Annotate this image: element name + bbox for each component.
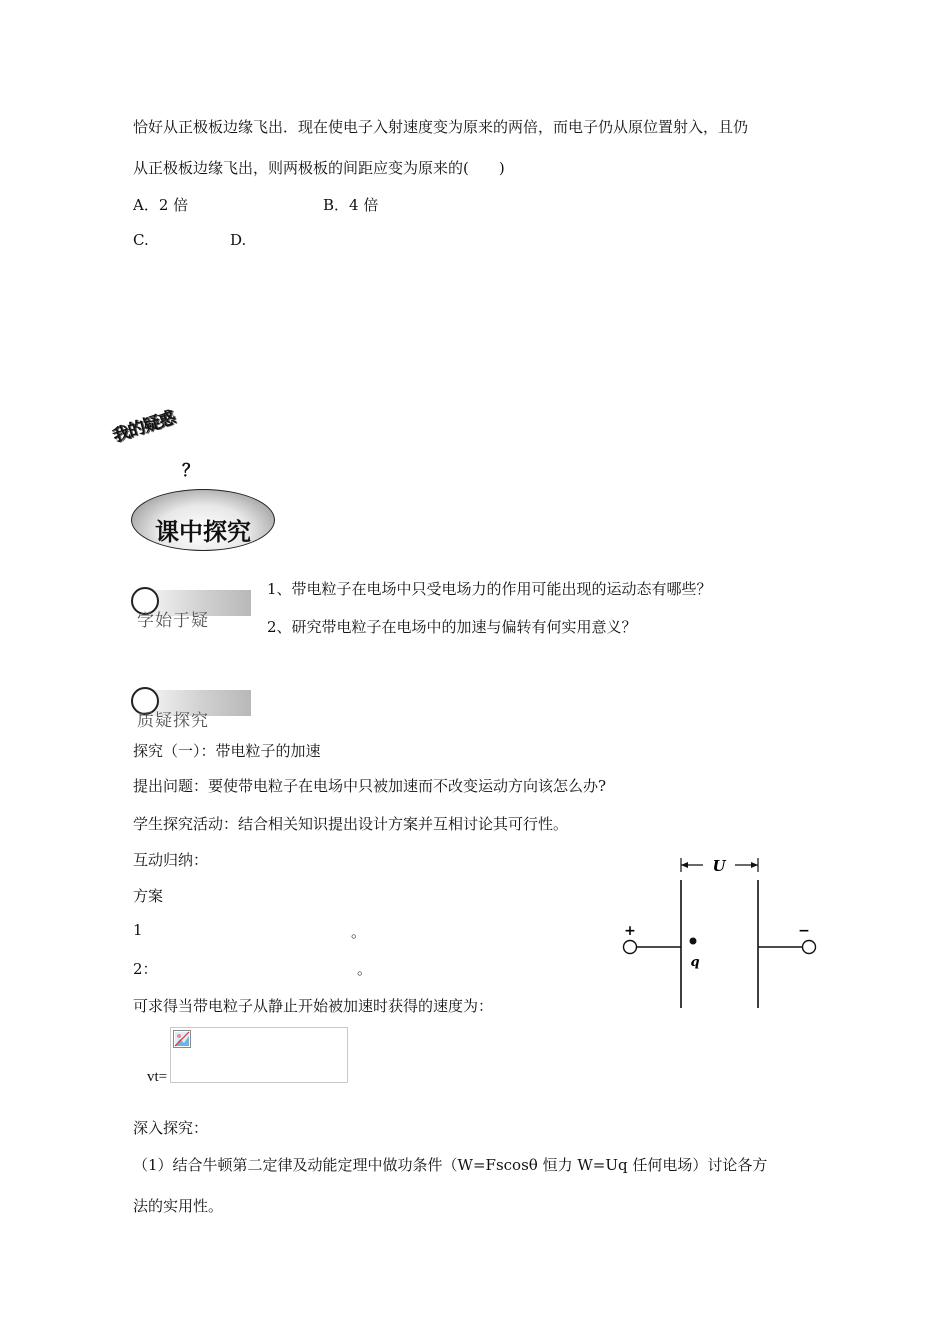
charge-label: q [690,955,700,970]
section-title-badge [131,489,275,551]
explore-activity: 学生探究活动：结合相关知识提出设计方案并互相讨论其可行性。 [133,815,569,833]
positive-terminal [624,941,637,954]
explore-summary: 互动归纳： [133,851,209,869]
voltage-label: U [712,857,726,875]
option-b: B．4 倍 [323,196,379,214]
plan-1-end: 。 [351,923,367,941]
plus-sign: + [624,923,636,939]
charge-dot [690,938,697,945]
question-line-1: 恰好从正极板边缘飞出．现在使电子入射速度变为原来的两倍，而电子仍从原位置射入，且仍 [133,118,749,136]
option-c: C. [133,231,149,249]
plan-2-number: 2： [133,960,158,978]
formula-image-placeholder [170,1027,348,1083]
tag-learn-from-doubt: 学始于疑 [137,611,209,631]
negative-terminal [803,941,816,954]
velocity-text: 可求得当带电粒子从静止开始被加速时获得的速度为： [133,997,494,1015]
question-mark-icon: ？ [182,461,199,481]
vt-label: vt= [147,1069,168,1085]
broken-image-icon [173,1030,191,1048]
plan-2-end: 。 [357,960,373,978]
plan-1-number: 1 [133,921,143,939]
parallel-plate-diagram [615,850,825,1015]
minus-sign: − [798,923,810,939]
option-d: D. [230,231,247,249]
explore-problem: 提出问题：要使带电粒子在电场中只被加速而不改变运动方向该怎么办? [133,777,607,795]
question-line-2: 从正极板边缘飞出，则两极板的间距应变为原来的( ) [133,159,505,177]
section-title: 课中探究 [155,518,251,546]
explore-plan: 方案 [133,887,164,905]
wordart-my-doubts: 我的疑惑 [110,407,178,447]
question-item-2: 2、研究带电粒子在电场中的加速与偏转有何实用意义？ [267,618,637,636]
explore-heading: 探究（一）：带电粒子的加速 [133,742,321,760]
tag-inquiry: 质疑探究 [137,711,209,731]
point-1-line-2: 法的实用性。 [133,1197,224,1215]
point-1-line-1: （1）结合牛顿第二定律及动能定理中做功条件（W=Fscosθ 恒力 W=Uq 任何电场）讨论各方 [133,1156,768,1174]
deep-explore: 深入探究： [133,1119,209,1137]
option-a: A．2 倍 [133,196,189,214]
question-item-1: 1、带电粒子在电场中只受电场力的作用可能出现的运动态有哪些？ [267,580,712,598]
